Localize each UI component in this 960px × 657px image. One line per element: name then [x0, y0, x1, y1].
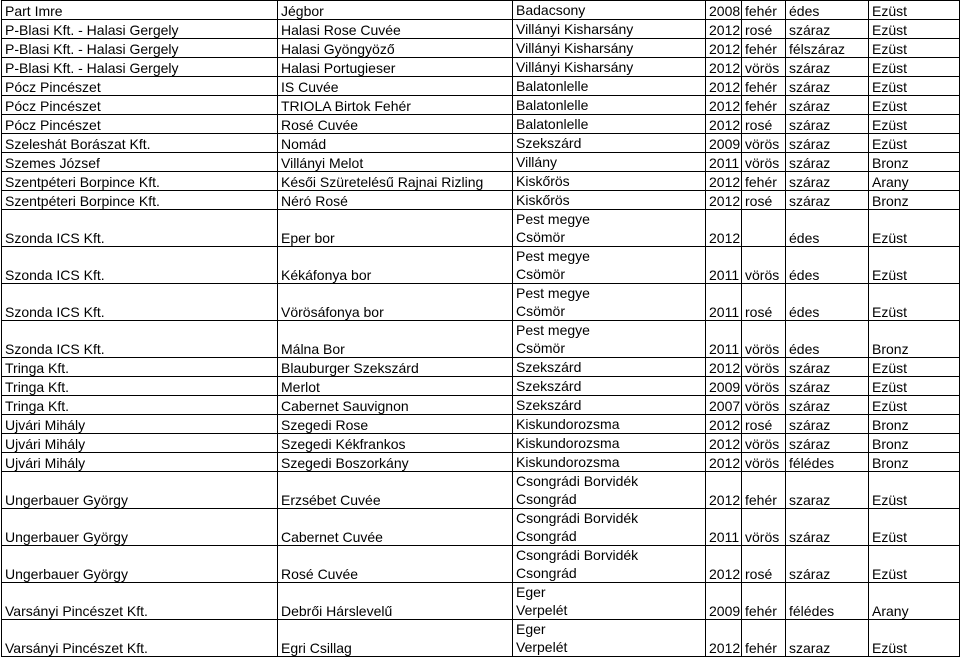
region-cell: Kiskőrös — [513, 191, 706, 210]
wine-cell: TRIOLA Birtok Fehér — [278, 96, 513, 115]
table-row — [2, 620, 960, 657]
color-cell: fehér — [742, 583, 786, 620]
medal-cell: Ezüst — [869, 77, 960, 96]
producer-cell: P-Blasi Kft. - Halasi Gergely — [2, 58, 278, 77]
year-cell: 2012 — [706, 415, 742, 434]
region-cell: Badacsony — [513, 1, 706, 20]
producer-cell: Varsányi Pincészet Kft. — [2, 583, 278, 620]
color-cell: fehér — [742, 39, 786, 58]
wine-cell: Szegedi Boszorkány — [278, 453, 513, 472]
color-cell: fehér — [742, 620, 786, 657]
year-cell: 2007 — [706, 396, 742, 415]
region-cell: Szekszárd — [513, 377, 706, 396]
medal-cell: Ezüst — [869, 509, 960, 546]
table-row — [2, 472, 960, 509]
medal-cell: Ezüst — [869, 115, 960, 134]
producer-cell: Szonda ICS Kft. — [2, 210, 278, 247]
producer-cell: Szonda ICS Kft. — [2, 284, 278, 321]
medal-cell: Ezüst — [869, 20, 960, 39]
taste-cell: száraz — [786, 191, 869, 210]
wine-cell: Nomád — [278, 134, 513, 153]
medal-cell: Ezüst — [869, 358, 960, 377]
medal-cell: Ezüst — [869, 377, 960, 396]
color-cell: vörös — [742, 396, 786, 415]
taste-cell: száraz — [786, 377, 869, 396]
color-cell: rosé — [742, 20, 786, 39]
region-cell: Pest megye Csömör — [513, 284, 706, 321]
table-row — [2, 172, 960, 191]
taste-cell: száraz — [786, 546, 869, 583]
taste-cell: száraz — [786, 58, 869, 77]
region-cell: Villányi Kisharsány — [513, 58, 706, 77]
table-row — [2, 377, 960, 396]
taste-cell: száraz — [786, 509, 869, 546]
producer-cell: Ujvári Mihály — [2, 415, 278, 434]
wine-cell: Halasi Rose Cuvée — [278, 20, 513, 39]
wine-cell: IS Cuvée — [278, 77, 513, 96]
taste-cell: száraz — [786, 20, 869, 39]
medal-cell: Ezüst — [869, 620, 960, 657]
medal-cell: Bronz — [869, 453, 960, 472]
producer-cell: Ujvári Mihály — [2, 434, 278, 453]
year-cell: 2012 — [706, 453, 742, 472]
wine-cell: Eper bor — [278, 210, 513, 247]
producer-cell: Pócz Pincészet — [2, 96, 278, 115]
producer-cell: Tringa Kft. — [2, 358, 278, 377]
table-row — [2, 284, 960, 321]
producer-cell: Tringa Kft. — [2, 396, 278, 415]
table-row — [2, 509, 960, 546]
color-cell: vörös — [742, 377, 786, 396]
region-cell: Szekszárd — [513, 396, 706, 415]
taste-cell: félszáraz — [786, 39, 869, 58]
producer-cell: Szonda ICS Kft. — [2, 247, 278, 284]
color-cell: vörös — [742, 321, 786, 358]
region-cell: Csongrádi Borvidék Csongrád — [513, 509, 706, 546]
taste-cell: száraz — [786, 115, 869, 134]
wine-cell: Cabernet Sauvignon — [278, 396, 513, 415]
results-table-body — [2, 1, 960, 657]
taste-cell: édes — [786, 247, 869, 284]
year-cell: 2012 — [706, 191, 742, 210]
year-cell: 2012 — [706, 20, 742, 39]
medal-cell: Ezüst — [869, 472, 960, 509]
table-row — [2, 247, 960, 284]
taste-cell: száraz — [786, 134, 869, 153]
producer-cell: Szentpéteri Borpince Kft. — [2, 172, 278, 191]
color-cell: fehér — [742, 1, 786, 20]
year-cell: 2012 — [706, 210, 742, 247]
year-cell: 2009 — [706, 377, 742, 396]
taste-cell: száraz — [786, 77, 869, 96]
year-cell: 2012 — [706, 358, 742, 377]
medal-cell: Ezüst — [869, 396, 960, 415]
color-cell: fehér — [742, 96, 786, 115]
wine-cell: Erzsébet Cuvée — [278, 472, 513, 509]
region-cell: Eger Verpelét — [513, 620, 706, 657]
year-cell: 2012 — [706, 58, 742, 77]
table-row — [2, 1, 960, 20]
wine-cell: Halasi Portugieser — [278, 58, 513, 77]
producer-cell: Ungerbauer György — [2, 509, 278, 546]
producer-cell: Ujvári Mihály — [2, 453, 278, 472]
medal-cell: Ezüst — [869, 546, 960, 583]
color-cell: rosé — [742, 191, 786, 210]
taste-cell: száraz — [786, 153, 869, 172]
wine-cell: Merlot — [278, 377, 513, 396]
wine-cell: Cabernet Cuvée — [278, 509, 513, 546]
region-cell: Villányi Kisharsány — [513, 39, 706, 58]
medal-cell: Arany — [869, 583, 960, 620]
region-cell: Szekszárd — [513, 134, 706, 153]
wine-cell: Szegedi Rose — [278, 415, 513, 434]
color-cell: rosé — [742, 115, 786, 134]
color-cell: fehér — [742, 472, 786, 509]
wine-cell: Málna Bor — [278, 321, 513, 358]
table-row — [2, 191, 960, 210]
taste-cell: édes — [786, 284, 869, 321]
table-row — [2, 583, 960, 620]
table-row — [2, 415, 960, 434]
table-row — [2, 210, 960, 247]
region-cell: Pest megye Csömör — [513, 210, 706, 247]
taste-cell: édes — [786, 321, 869, 358]
year-cell: 2011 — [706, 509, 742, 546]
year-cell: 2008 — [706, 1, 742, 20]
year-cell: 2012 — [706, 77, 742, 96]
region-cell: Kiskundorozsma — [513, 415, 706, 434]
region-cell: Balatonlelle — [513, 96, 706, 115]
table-row — [2, 77, 960, 96]
taste-cell: száraz — [786, 434, 869, 453]
year-cell: 2011 — [706, 247, 742, 284]
color-cell: fehér — [742, 77, 786, 96]
year-cell: 2009 — [706, 583, 742, 620]
producer-cell: Tringa Kft. — [2, 377, 278, 396]
taste-cell: félédes — [786, 583, 869, 620]
table-row — [2, 453, 960, 472]
year-cell: 2012 — [706, 472, 742, 509]
taste-cell: szaraz — [786, 472, 869, 509]
region-cell: Balatonlelle — [513, 115, 706, 134]
color-cell: vörös — [742, 247, 786, 284]
year-cell: 2012 — [706, 620, 742, 657]
region-cell: Pest megye Csömör — [513, 321, 706, 358]
color-cell: vörös — [742, 153, 786, 172]
year-cell: 2012 — [706, 115, 742, 134]
producer-cell: Varsányi Pincészet Kft. — [2, 620, 278, 657]
medal-cell: Bronz — [869, 191, 960, 210]
table-row — [2, 396, 960, 415]
wine-cell: Villányi Melot — [278, 153, 513, 172]
medal-cell: Ezüst — [869, 210, 960, 247]
region-cell: Kiskundorozsma — [513, 453, 706, 472]
producer-cell: P-Blasi Kft. - Halasi Gergely — [2, 20, 278, 39]
medal-cell: Ezüst — [869, 58, 960, 77]
wine-cell: Rosé Cuvée — [278, 546, 513, 583]
medal-cell: Bronz — [869, 415, 960, 434]
producer-cell: Szentpéteri Borpince Kft. — [2, 191, 278, 210]
wine-cell: Blauburger Szekszárd — [278, 358, 513, 377]
table-row — [2, 321, 960, 358]
taste-cell: édes — [786, 210, 869, 247]
wine-cell: Szegedi Kékfrankos — [278, 434, 513, 453]
wine-cell: Késői Szüretelésű Rajnai Rizling — [278, 172, 513, 191]
color-cell: rosé — [742, 415, 786, 434]
medal-cell: Ezüst — [869, 96, 960, 115]
color-cell: rosé — [742, 546, 786, 583]
taste-cell: száraz — [786, 96, 869, 115]
taste-cell: száraz — [786, 415, 869, 434]
color-cell: vörös — [742, 134, 786, 153]
wine-cell: Rosé Cuvée — [278, 115, 513, 134]
year-cell: 2012 — [706, 546, 742, 583]
region-cell: Balatonlelle — [513, 77, 706, 96]
year-cell: 2009 — [706, 134, 742, 153]
producer-cell: Szemes József — [2, 153, 278, 172]
taste-cell: száraz — [786, 358, 869, 377]
region-cell: Eger Verpelét — [513, 583, 706, 620]
medal-cell: Bronz — [869, 321, 960, 358]
producer-cell: P-Blasi Kft. - Halasi Gergely — [2, 39, 278, 58]
medal-cell: Ezüst — [869, 247, 960, 284]
year-cell: 2011 — [706, 153, 742, 172]
producer-cell: Part Imre — [2, 1, 278, 20]
producer-cell: Ungerbauer György — [2, 546, 278, 583]
table-row — [2, 546, 960, 583]
region-cell: Pest megye Csömör — [513, 247, 706, 284]
year-cell: 2011 — [706, 321, 742, 358]
medal-cell: Ezüst — [869, 1, 960, 20]
color-cell: rosé — [742, 284, 786, 321]
producer-cell: Szonda ICS Kft. — [2, 321, 278, 358]
table-row — [2, 134, 960, 153]
taste-cell: édes — [786, 1, 869, 20]
year-cell: 2012 — [706, 39, 742, 58]
region-cell: Csongrádi Borvidék Csongrád — [513, 546, 706, 583]
producer-cell: Pócz Pincészet — [2, 115, 278, 134]
region-cell: Villány — [513, 153, 706, 172]
year-cell: 2011 — [706, 284, 742, 321]
producer-cell: Pócz Pincészet — [2, 77, 278, 96]
region-cell: Kiskundorozsma — [513, 434, 706, 453]
producer-cell: Ungerbauer György — [2, 472, 278, 509]
color-cell: vörös — [742, 509, 786, 546]
color-cell: vörös — [742, 358, 786, 377]
wine-cell: Halasi Gyöngyöző — [278, 39, 513, 58]
table-row — [2, 434, 960, 453]
producer-cell: Szeleshát Borászat Kft. — [2, 134, 278, 153]
taste-cell: száraz — [786, 172, 869, 191]
table-row — [2, 358, 960, 377]
color-cell: vörös — [742, 58, 786, 77]
taste-cell: szaraz — [786, 620, 869, 657]
table-row — [2, 20, 960, 39]
wine-cell: Debrői Hárslevelű — [278, 583, 513, 620]
wine-cell: Kékáfonya bor — [278, 247, 513, 284]
wine-cell: Egri Csillag — [278, 620, 513, 657]
medal-cell: Ezüst — [869, 134, 960, 153]
region-cell: Szekszárd — [513, 358, 706, 377]
color-cell: vörös — [742, 434, 786, 453]
taste-cell: félédes — [786, 453, 869, 472]
medal-cell: Ezüst — [869, 39, 960, 58]
table-row — [2, 153, 960, 172]
color-cell: vörös — [742, 453, 786, 472]
year-cell: 2012 — [706, 96, 742, 115]
wine-cell: Néró Rosé — [278, 191, 513, 210]
color-cell — [742, 210, 786, 247]
wine-cell: Vörösáfonya bor — [278, 284, 513, 321]
table-row — [2, 115, 960, 134]
results-table — [1, 0, 960, 657]
color-cell: fehér — [742, 172, 786, 191]
table-row — [2, 39, 960, 58]
year-cell: 2012 — [706, 434, 742, 453]
medal-cell: Arany — [869, 172, 960, 191]
year-cell: 2012 — [706, 172, 742, 191]
table-row — [2, 96, 960, 115]
taste-cell: száraz — [786, 396, 869, 415]
medal-cell: Bronz — [869, 434, 960, 453]
region-cell: Kiskőrös — [513, 172, 706, 191]
medal-cell: Ezüst — [869, 284, 960, 321]
wine-cell: Jégbor — [278, 1, 513, 20]
region-cell: Csongrádi Borvidék Csongrád — [513, 472, 706, 509]
table-row — [2, 58, 960, 77]
region-cell: Villányi Kisharsány — [513, 20, 706, 39]
medal-cell: Bronz — [869, 153, 960, 172]
